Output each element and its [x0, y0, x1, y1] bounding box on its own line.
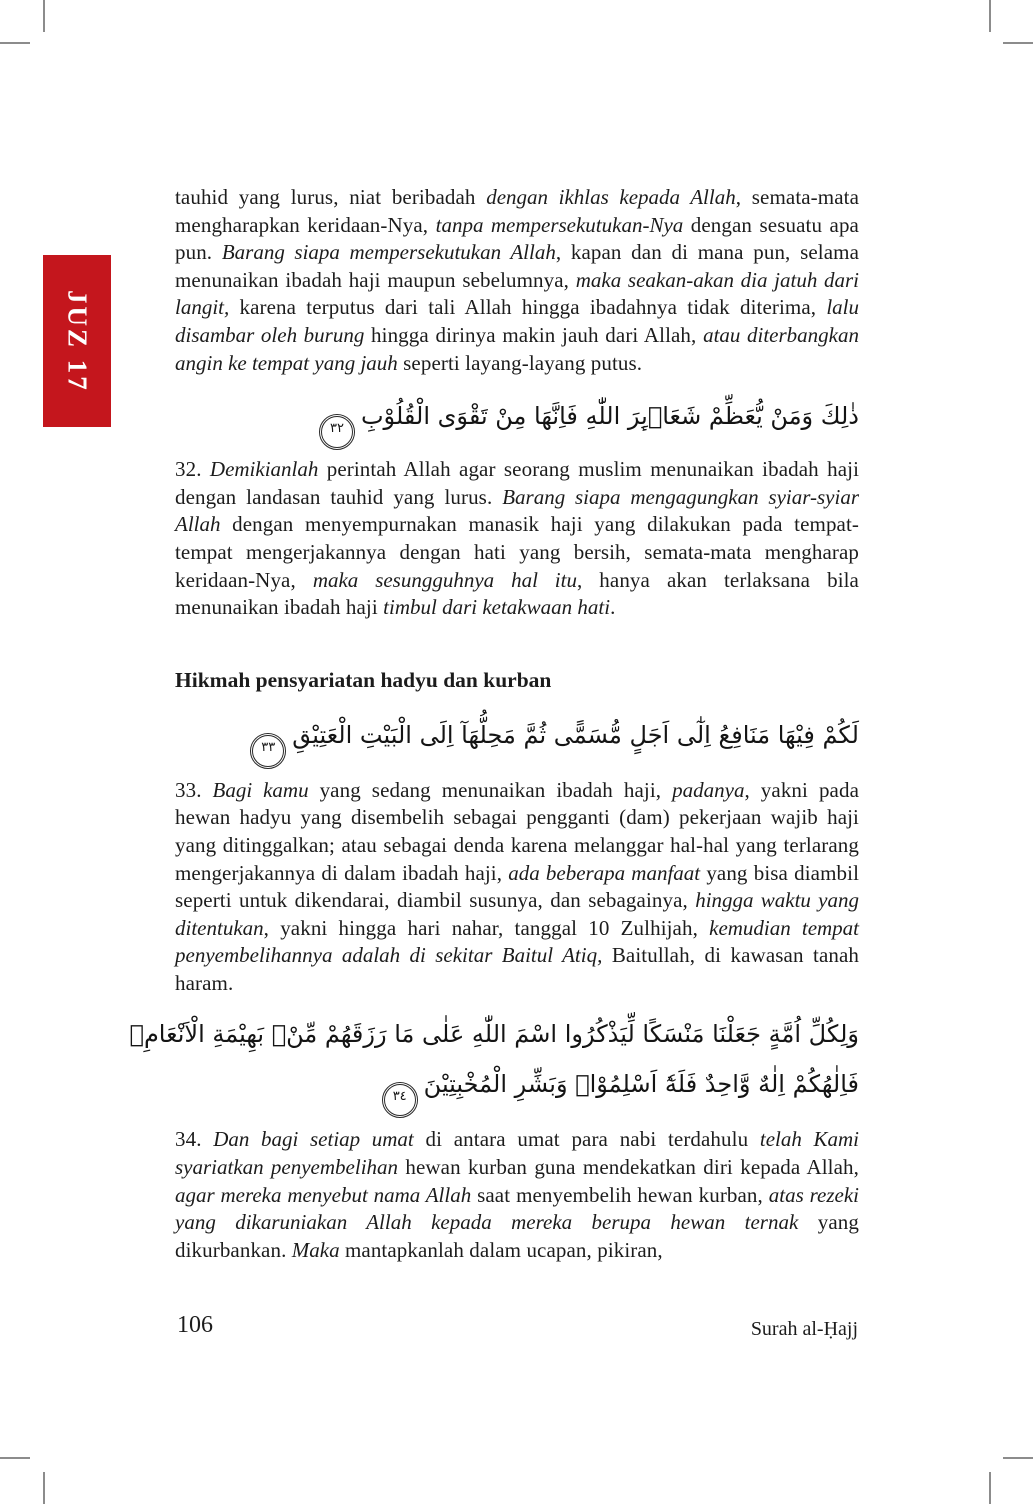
juz-tab	[43, 255, 111, 427]
arabic-verse-33	[175, 710, 859, 769]
crop-mark-bottom-right-vertical	[989, 1472, 991, 1504]
ayah-number-33: ٣٣	[250, 733, 286, 769]
crop-mark-top-right-vertical	[989, 0, 991, 32]
arabic-verse-32	[175, 391, 859, 450]
crop-mark-top-right-horizontal	[1003, 42, 1033, 44]
arabic-verse-34-line2-text: فَاِلٰهُكُمْ اِلٰهٌ وَّاحِدٌ فَلَهٗٓ اَسْلِمُوْاۗ وَبَشِّرِ الْمُخْبِتِيْنَ	[423, 1070, 859, 1099]
arabic-verse-33-text: لَكُمْ فِيْهَا مَنَافِعُ اِلٰٓى اَجَلٍ مُّسَمًّى ثُمَّ مَحِلُّهَآ اِلَى الْبَيْتِ الْعَتِيْقِ	[292, 720, 859, 749]
arabic-verse-34-line1: وَلِكُلِّ اُمَّةٍ جَعَلْنَا مَنْسَكًا لِّيَذْكُرُوا اسْمَ اللّٰهِ عَلٰى مَا رَزَقَهُمْ مِّنْۢ بَهِيْمَةِ الْاَنْعَامِۗ	[129, 1020, 859, 1049]
surah-footer-title: Surah al-Ḥajj	[750, 1318, 858, 1340]
crop-mark-bottom-right-horizontal	[1003, 1457, 1033, 1459]
crop-mark-top-left-vertical	[43, 0, 45, 32]
ayah-number-34: ٣٤	[382, 1082, 418, 1118]
paragraph-34: 34. Dan bagi setiap umat di antara umat para nabi terdahulu telah Kami syariatkan penyembelihan hewan kurban guna mendekatkan diri kepada Allah, agar mereka menyebut nama Allah saat menyembelih hewan kurban, atas rezeki yang dikaruniakan Allah kepada mereka berupa hewan ternak yang dikurbankan. Maka mantapkanlah dalam ucapan, pikiran,	[175, 1127, 860, 1262]
crop-mark-bottom-left-vertical	[43, 1472, 45, 1504]
crop-mark-top-left-horizontal	[0, 42, 30, 44]
paragraph-33: 33. Bagi kamu yang sedang menunaikan ibadah haji, padanya, yakni pada hewan hadyu yang disembelih sebagai pengganti (dam) pekerjaan wajib haji yang ditinggalkan; atau sebagai denda karena melanggar hal-hal yang terlarang mengerjakannya di dalam ibadah haji, ada beberapa manfaat yang bisa diambil seperti untuk dikendarai, diambil susunya, dan sebagainya, hingga waktu yang ditentukan, yakni hingga hari nahar, tanggal 10 Zulhijah, kemudian tempat penyembelihannya adalah di sekitar Baitul Atiq, Baitullah, di kawasan tanah haram.	[175, 777, 860, 995]
juz-tab-label: JUZ 17	[62, 289, 93, 393]
section-heading: Hikmah pensyariatan hadyu dan kurban	[175, 667, 552, 692]
paragraph-32: 32. Demikianlah perintah Allah agar seorang muslim menunaikan ibadah haji dengan landasan tauhid yang lurus. Barang siapa mengagungkan syiar-syiar Allah dengan menyempurnakan manasik haji yang dilakukan pada tempat-tempat mengerjakannya dengan hati yang bersih, semata-mata mengharap keridaan-Nya, maka sesungguhnya hal itu, hanya akan terlaksana bila menunaikan ibadah haji timbul dari ketakwaan hati.	[175, 457, 860, 620]
arabic-verse-34-line2	[175, 1059, 859, 1118]
page-content	[129, 184, 860, 1264]
paragraph-intro: tauhid yang lurus, niat beribadah dengan ikhlas kepada Allah, semata-mata mengharapkan keridaan-Nya, tanpa mempersekutukan-Nya dengan sesuatu apa pun. Barang siapa mempersekutukan Allah, kapan dan di mana pun, selama menunaikan ibadah haji maupun sebelumnya, maka seakan-akan dia jatuh dari langit, karena terputus dari tali Allah hingga ibadahnya tidak diterima, lalu disambar oleh burung hingga dirinya makin jauh dari Allah, atau diterbangkan angin ke tempat yang jauh seperti layang-layang putus.	[175, 185, 859, 375]
crop-mark-bottom-left-horizontal	[0, 1457, 30, 1459]
arabic-verse-34	[129, 1009, 859, 1118]
arabic-verse-32-text: ذٰلِكَ وَمَنْ يُّعَظِّمْ شَعَاۤىِٕرَ اللّٰهِ فَاِنَّهَا مِنْ تَقْوَى الْقُلُوْبِ	[360, 402, 859, 431]
page-number: 106	[177, 1312, 213, 1338]
ayah-number-32: ٣٢	[319, 414, 355, 450]
